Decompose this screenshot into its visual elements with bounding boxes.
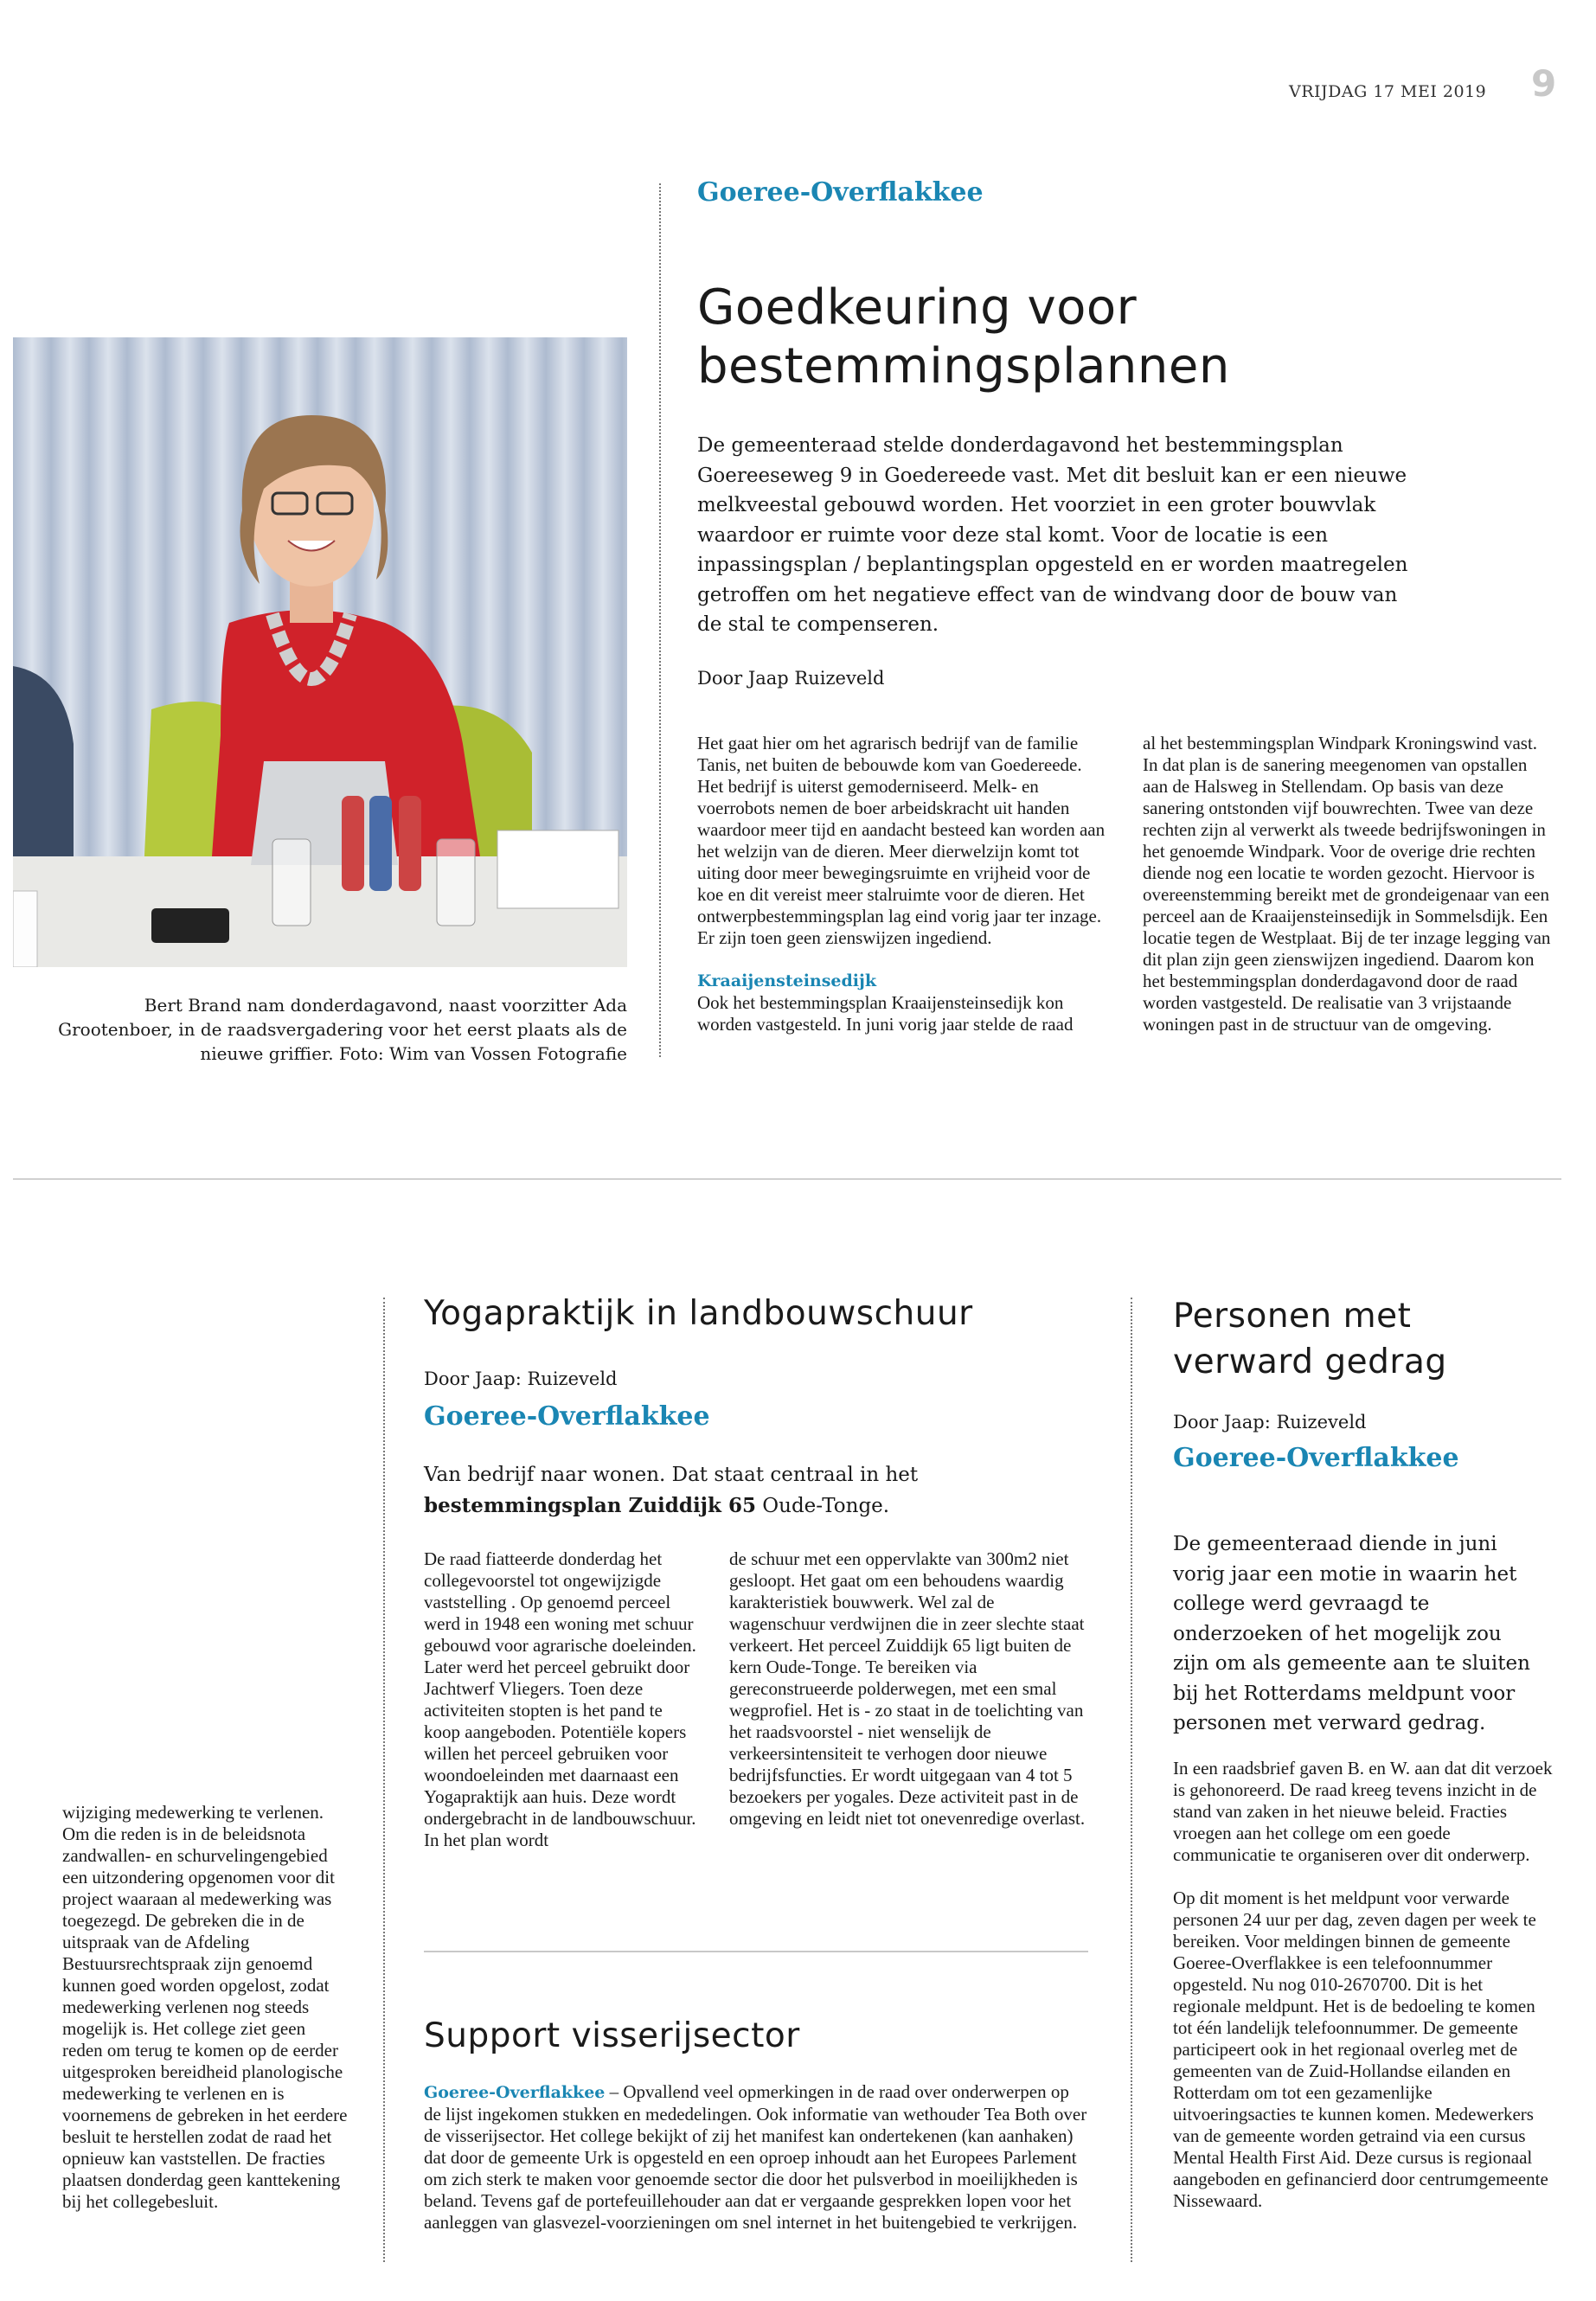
section-tag-inline: Goeree-Overflakkee <box>424 2083 606 2102</box>
body-paragraph: al het bestemmingsplan Windpark Kroningswind vast. In dat plan is de sanering meegenomen van opstallen aan de Halsweg in Stellendam. Op basis van deze sanering ontstonden vijf bouwrechten. Twee van deze rechten zijn al verwerkt als tweede bedrijfswoningen in het genoemde Windpark. Voor de overige drie rechten diende nog een locatie te worden gezocht. Hiervoor is overeenstemming bereikt met de grondeigenaar van een perceel aan de Kraaijensteinsedijk in Sommelsdijk. Een locatie tegen de Westplaat. Bij de ter inzage legging van dit plan zijn geen zienswijzen ingediend. Daarom kon het bestemmingsplan donderdagavond door de raad worden vastgesteld. De realisatie van 3 vrijstaande woningen past in de structuur van de omgeving. <box>1143 733 1551 1035</box>
lead-emphasis: bestemmingsplan Zuiddijk 65 <box>424 1494 756 1517</box>
council-meeting-photo <box>13 337 627 967</box>
column-divider <box>659 183 661 1057</box>
lead-text: Oude-Tonge. <box>755 1495 890 1517</box>
continuation-column <box>62 1802 348 2213</box>
article-title <box>697 279 1230 396</box>
article-column <box>1173 1758 1554 2212</box>
body-paragraph: Het gaat hier om het agrarisch bedrijf van de familie Tanis, net buiten de bebouwde kom van Goedereede. Het bedrijf is uiterst gemoderniseerd. Melk- en voerrobots nemen de boer arbeidskracht uit handen waardoor meer tijd en aandacht besteed kan worden aan het welzijn van de dieren. Meer dierwelzijn komt tot uiting door meer bewegingsruimte en vrijheid voor de koe en dit vereist meer stalruimte voor de dieren. Het ontwerpbestemmingsplan lag eind vorig jaar ter inzage. Er zijn toen geen zienswijzen ingediend. <box>697 733 1106 948</box>
section-divider <box>13 1178 1561 1180</box>
byline: Door Jaap: Ruizeveld <box>1173 1412 1367 1433</box>
page-number: 9 <box>1531 62 1557 105</box>
photo-caption: Bert Brand nam donderdagavond, naast voorzitter Ada Grootenboer, in de raadsvergadering voor het eerst plaats als de nieuwe griffier. Foto: Wim van Vossen Fotografie <box>58 995 627 1064</box>
body-paragraph: Op dit moment is het meldpunt voor verwarde personen 24 uur per dag, zeven dagen per week te bereiken. Voor meldingen binnen de gemeente Goeree-Overflakkee is een telefoonnummer opgesteld. Nu nog 010-2670700. Dit is het regionale meldpunt. Het is de bedoeling te komen tot één landelijk telefoonnummer. De gemeente participeert ook in het regionaal overleg met de gemeenten van de Zuid-Hollandse eilanden en Rotterdam om tot een gezamenlijke uitvoeringsacties te kunnen komen. Medewerkers van de gemeente worden getraind via een cursus Mental Health First Aid. Deze cursus is regionaal aangeboden en gefinancierd door centrumgemeente Nissewaard. <box>1173 1888 1548 2211</box>
column-divider <box>1131 1298 1132 2262</box>
body-paragraph: Ook het bestemmingsplan Kraaijensteinsedijk kon worden vastgesteld. In juni vorig jaar stelde de raad <box>697 992 1074 1035</box>
article-title-line: Personen met <box>1173 1297 1412 1336</box>
body-paragraph: In een raadsbrief gaven B. en W. aan dat dit verzoek is gehonoreerd. De raad kreeg tevens inzicht in de stand van zaken in het nieuwe beleid. Fracties vroegen aan het college om een goede communicatie te organiseren over dit onderwerp. <box>1173 1758 1553 1865</box>
body-paragraph: de schuur met een oppervlakte van 300m2 niet gesloopt. Het gaat om een behoudens waardig karakteristiek bouwwerk. Wel zal de wagenschuur verdwijnen die in zeer slechte staat verkeert. Het perceel Zuiddijk 65 ligt buiten de kern Oude-Tonge. Te bereiken via gereconstrueerde polderwegen, met een smal wegprofiel. Het is - zo staat in de toelichting van het raadsvoorstel - niet wenselijk de verkeersintensiteit te verhogen door nieuwe bedrijfsfuncties. Er wordt uitgegaan van 4 tot 5 bezoekers per yogales. Deze activiteit past in de omgeving en leidt niet tot onevenredige overlast. <box>729 1548 1086 1829</box>
article-column <box>1143 733 1551 1035</box>
subheading: Kraaijensteinsedijk <box>697 971 877 990</box>
body-paragraph: wijziging medewerking te verlenen. Om die reden is in de beleidsnota zandwallen- en schurvelingengebied een uitzondering opgenomen voor dit project waaraan al medewerking was toegezegd. De gebreken die in de uitspraak van de Afdeling Bestuursrechtspraak zijn genoemd kunnen goed worden opgelost, zodat medewerking verlenen nog steeds mogelijk is. Het college ziet geen reden om terug te komen op de eerder uitgesproken bereidheid planologische medewerking te verlenen en is voornemens de gebreken in het eerdere besluit te herstellen zodat de raad het opnieuw kan vaststellen. De fracties plaatsen donderdag geen kanttekening bij het collegebesluit. <box>62 1802 348 2212</box>
article-title-line: Goedkeuring voor <box>697 279 1138 336</box>
article-divider <box>424 1951 1088 1952</box>
article-photo <box>13 337 627 967</box>
article-lead: De gemeenteraad stelde donderdagavond het bestemmingsplan Goereeseweg 9 in Goedereede vast. Met dit besluit kan er een nieuwe melkveestal gebouwd worden. Het voorziet in een groter bouwvlak waardoor er ruimte voor deze stal komt. Voor de locatie is een inpassingsplan / beplantingsplan opgesteld en er worden maatregelen getroffen om het negatieve effect van de windvang door de bouw van de stal te compenseren. <box>697 434 1408 636</box>
article-title-line: bestemmingsplannen <box>697 338 1230 394</box>
article-column <box>729 1548 1093 1830</box>
article-title-line: verward gedrag <box>1173 1343 1447 1381</box>
article-column <box>424 1548 701 1851</box>
section-tag: Goeree-Overflakkee <box>424 1401 710 1432</box>
byline: Door Jaap: Ruizeveld <box>424 1368 618 1389</box>
body-text: – Opvallend veel opmerkingen in de raad over onderwerpen op de lijst ingekomen stukken en mededelingen. Ook informatie van wethouder Tea Both over de visserijsector. Het college bekijkt of zij het manifest kan ondertekenen (kan aanhaken) dat door de gemeente Urk is opgesteld en een oproep inhoudt aan het Europees Parlement om zich sterk te maken voor genoemde sector die door het pulsverbod in moeilijkheden is beland. Tevens gaf de portefeuillehouder aan dat er vergaande gesprekken lopen voor het aanleggen van glasvezel-voorzieningen om snel internet in het buitengebied te verkrijgen. <box>424 2081 1087 2233</box>
issue-date: VRIJDAG 17 MEI 2019 <box>1289 82 1487 101</box>
section-tag: Goeree-Overflakkee <box>697 177 984 208</box>
article-title: Yogapraktijk in landbouwschuur <box>424 1294 973 1333</box>
article-lead: De gemeenteraad diende in juni vorig jaar een motie in waarin het college werd gevraagd te onderzoeken of het mogelijk zou zijn om als gemeente aan te sluiten bij het Rotterdams meldpunt voor personen met verward gedrag. <box>1173 1533 1530 1734</box>
body-paragraph: De raad fiatteerde donderdag het collegevoorstel tot ongewijzigde vaststelling . Op genoemd perceel werd in 1948 een woning met schuur gebouwd voor agrarische doeleinden. Later werd het perceel gebruikt door Jachtwerf Vliegers. Toen deze activiteiten stopten is het pand te koop aangeboden. Potentiële kopers willen het perceel gebruiken voor woondoeleinden met daarnaast een Yogapraktijk aan huis. Deze wordt ondergebracht in de landbouwschuur. In het plan wordt <box>424 1548 696 1850</box>
article-title <box>1173 1293 1447 1385</box>
article-body <box>424 2081 1090 2234</box>
lead-text: Van bedrijf naar wonen. Dat staat centraal in het <box>424 1464 919 1486</box>
section-tag: Goeree-Overflakkee <box>1173 1443 1459 1473</box>
body-paragraph <box>424 2081 1090 2234</box>
article-title: Support visserijsector <box>424 2016 800 2055</box>
byline: Door Jaap Ruizeveld <box>697 668 885 689</box>
article-column <box>697 733 1106 1035</box>
article-lead <box>424 1460 1081 1522</box>
column-divider <box>383 1298 385 2262</box>
